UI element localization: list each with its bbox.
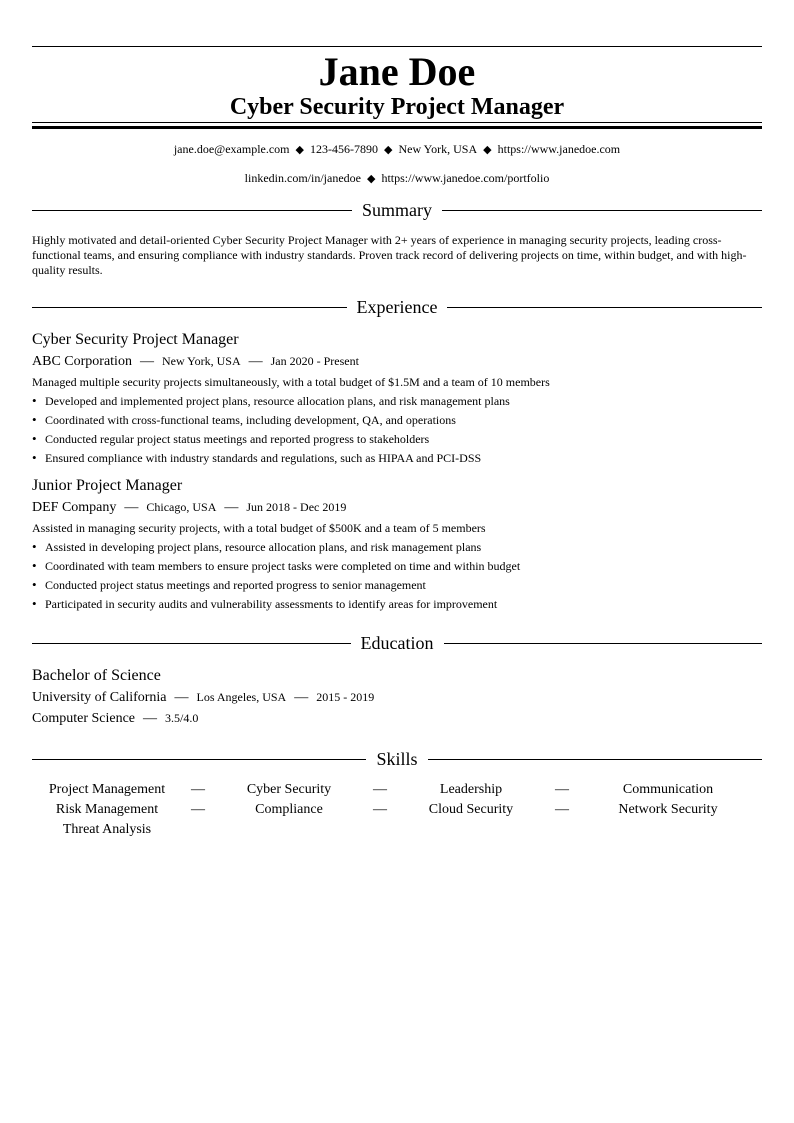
dash-separator: — xyxy=(143,711,158,726)
skill-separator: — xyxy=(191,782,205,797)
list-item xyxy=(32,539,762,555)
job-description: Managed multiple security projects simultaneously, with a total budget of $1.5M and a team of 10 members xyxy=(32,375,550,389)
candidate-title: Cyber Security Project Manager xyxy=(229,94,565,120)
job-title: Cyber Security Project Manager xyxy=(32,331,239,348)
bullet-text: Ensured compliance with industry standards and regulations, such as HIPAA and PCI-DSS xyxy=(45,451,482,465)
location: New York, USA xyxy=(398,142,478,156)
summary-heading xyxy=(32,197,762,223)
dash-separator: — xyxy=(248,354,263,369)
field-of-study: Computer Science xyxy=(32,711,136,726)
skill-item: Network Security xyxy=(618,802,718,817)
bullet-icon: • xyxy=(32,577,37,592)
education-heading-label: Education xyxy=(360,633,434,653)
list-item xyxy=(32,393,762,409)
bullet-text: Conducted project status meetings and reported progress to senior management xyxy=(45,578,426,592)
job-entry xyxy=(32,476,762,612)
bullet-icon: • xyxy=(32,450,37,465)
resume-page xyxy=(32,46,762,840)
job-entry xyxy=(32,330,762,466)
portfolio-link[interactable]: https://www.janedoe.com/portfolio xyxy=(381,171,550,185)
separator-icon: ◆ xyxy=(366,173,376,185)
job-dates: Jan 2020 - Present xyxy=(270,354,359,368)
list-item xyxy=(32,596,762,612)
bullet-icon: • xyxy=(32,412,37,427)
degree: Bachelor of Science xyxy=(32,667,161,684)
email-link[interactable]: jane.doe@example.com xyxy=(173,142,290,156)
bullet-icon: • xyxy=(32,431,37,446)
skill-separator: — xyxy=(373,782,387,797)
separator-icon: ◆ xyxy=(483,144,492,156)
bullet-icon: • xyxy=(32,539,37,554)
list-item xyxy=(32,412,762,428)
bullet-text: Assisted in developing project plans, resource allocation plans, and risk management plans xyxy=(45,540,482,554)
dash-separator: — xyxy=(294,690,309,705)
experience-heading xyxy=(32,294,762,320)
list-item xyxy=(32,431,762,447)
bullet-text: Coordinated with team members to ensure project tasks were completed on time and within budget xyxy=(45,559,521,573)
school-meta xyxy=(32,688,762,707)
header-bottom-rule xyxy=(32,122,762,129)
job-bullets xyxy=(32,539,762,612)
field-meta xyxy=(32,709,762,728)
list-item xyxy=(32,558,762,574)
dash-separator: — xyxy=(174,690,189,705)
gpa: 3.5/4.0 xyxy=(165,711,199,725)
website-link[interactable]: https://www.janedoe.com xyxy=(497,142,621,156)
job-location: New York, USA xyxy=(161,354,241,368)
skill-separator: — xyxy=(555,782,569,797)
skills-grid xyxy=(32,780,762,840)
skill-item: Compliance xyxy=(255,802,323,817)
job-dates: Jun 2018 - Dec 2019 xyxy=(246,500,347,514)
separator-icon: ◆ xyxy=(383,144,393,156)
list-item xyxy=(32,577,762,593)
skill-separator: — xyxy=(373,802,387,817)
skills-heading-label: Skills xyxy=(376,749,418,769)
bullet-icon: • xyxy=(32,596,37,611)
bullet-icon: • xyxy=(32,558,37,573)
bullet-icon: • xyxy=(32,393,37,408)
list-item xyxy=(32,450,762,466)
skill-item: Cyber Security xyxy=(246,782,332,797)
skill-item: Leadership xyxy=(439,782,503,797)
summary-heading-label: Summary xyxy=(362,200,432,220)
skill-item: Risk Management xyxy=(55,802,159,817)
bullet-text: Developed and implemented project plans, resource allocation plans, and risk management plans xyxy=(45,394,510,408)
skill-item: Project Management xyxy=(48,782,166,797)
job-title: Junior Project Manager xyxy=(32,477,183,494)
job-meta xyxy=(32,352,762,371)
linkedin-link[interactable]: linkedin.com/in/janedoe xyxy=(244,171,361,185)
bullet-text: Conducted regular project status meetings and reported progress to stakeholders xyxy=(45,432,430,446)
company-name: ABC Corporation xyxy=(32,354,132,369)
company-name: DEF Company xyxy=(32,500,117,515)
dash-separator: — xyxy=(224,500,239,515)
school-location: Los Angeles, USA xyxy=(196,690,287,704)
header-top-rule xyxy=(32,46,762,47)
job-location: Chicago, USA xyxy=(146,500,217,514)
school-dates: 2015 - 2019 xyxy=(316,690,375,704)
job-bullets xyxy=(32,393,762,466)
skill-separator: — xyxy=(555,802,569,817)
contact-line-1 xyxy=(32,141,762,158)
contact-line-2 xyxy=(32,170,762,187)
education-heading xyxy=(32,630,762,656)
candidate-name: Jane Doe xyxy=(318,49,476,94)
job-description: Assisted in managing security projects, with a total budget of $500K and a team of 5 members xyxy=(32,521,486,535)
bullet-text: Coordinated with cross-functional teams, including development, QA, and operations xyxy=(45,413,456,427)
skill-item: Threat Analysis xyxy=(62,822,152,837)
job-meta xyxy=(32,498,762,517)
skill-item: Communication xyxy=(622,782,714,797)
experience-heading-label: Experience xyxy=(356,297,438,317)
bullet-text: Participated in security audits and vulnerability assessments to identify areas for improvement xyxy=(45,597,498,611)
dash-separator: — xyxy=(139,354,154,369)
phone-number: 123-456-7890 xyxy=(309,142,378,156)
skill-item: Cloud Security xyxy=(428,802,514,817)
dash-separator: — xyxy=(124,500,139,515)
separator-icon: ◆ xyxy=(295,144,304,156)
skills-heading xyxy=(32,746,762,772)
school-name: University of California xyxy=(32,690,167,705)
summary-text: Highly motivated and detail-oriented Cyber Security Project Manager with 2+ years of experience in managing security projects, leading cross-functional teams, and ensuring compliance with industry standards. Proven track record of delivering projects on time, within budget, and with high-quality results. xyxy=(32,233,747,277)
skill-separator: — xyxy=(191,802,205,817)
